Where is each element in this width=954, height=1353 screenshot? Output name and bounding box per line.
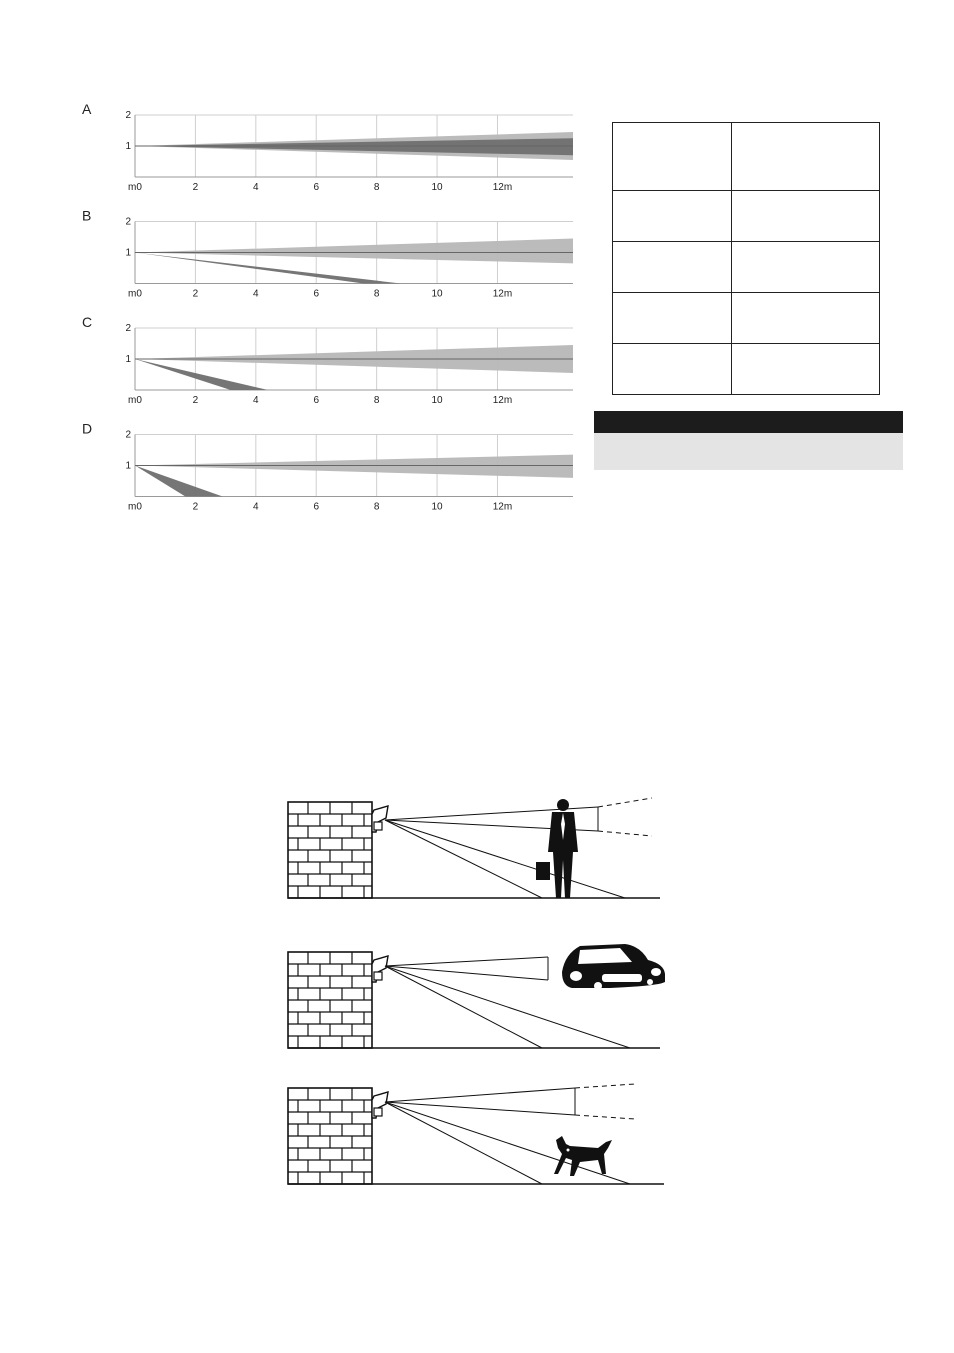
x-tick-label: 6 xyxy=(313,288,320,300)
x-tick-label: 10 xyxy=(431,501,443,513)
x-tick-label: 4 xyxy=(253,288,259,300)
x-tick-label: 8 xyxy=(373,501,380,513)
x-tick-label: 4 xyxy=(253,395,259,406)
scene-dog xyxy=(288,1084,664,1184)
range-chart-b xyxy=(82,208,573,300)
y-tick-label: 2 xyxy=(125,429,131,441)
x-tick-label: 8 xyxy=(373,182,380,193)
table-cell xyxy=(732,242,880,293)
dog-icon xyxy=(554,1136,612,1176)
x-tick-label: m0 xyxy=(128,182,142,193)
table-cell xyxy=(613,242,732,293)
x-tick-label: 10 xyxy=(431,182,443,193)
x-tick-label: 10 xyxy=(431,288,443,300)
y-tick-label: 1 xyxy=(125,141,131,152)
chart-title: D xyxy=(82,420,93,437)
x-tick-label: m0 xyxy=(128,395,142,406)
x-tick-label: 12m xyxy=(492,395,513,406)
y-tick-label: 2 xyxy=(125,110,131,121)
zone-floor-zone xyxy=(135,359,268,390)
x-tick-label: 12m xyxy=(492,182,513,193)
x-tick-label: m0 xyxy=(128,501,142,513)
settings-table xyxy=(612,122,880,395)
zone-floor-zone xyxy=(135,466,223,497)
table-cell xyxy=(732,123,880,191)
table-row xyxy=(613,344,880,395)
chart-title: B xyxy=(82,207,92,224)
note-header xyxy=(594,411,903,433)
x-tick-label: 10 xyxy=(431,395,443,406)
x-tick-label: 6 xyxy=(313,501,320,513)
table-cell xyxy=(732,344,880,395)
x-tick-label: 2 xyxy=(192,395,199,406)
zone-far-zone xyxy=(135,455,573,478)
range-chart-a xyxy=(82,101,573,193)
chart-title: A xyxy=(82,101,92,117)
x-tick-label: 4 xyxy=(253,182,259,193)
note-body xyxy=(594,433,903,470)
x-tick-label: m0 xyxy=(128,288,142,300)
x-tick-label: 8 xyxy=(373,288,380,300)
y-tick-label: 1 xyxy=(125,354,131,365)
person-icon xyxy=(536,799,578,898)
car-icon xyxy=(562,944,665,990)
y-tick-label: 2 xyxy=(125,323,131,334)
table-cell xyxy=(613,123,732,191)
table-cell xyxy=(613,191,732,242)
table-row xyxy=(613,191,880,242)
table-cell xyxy=(732,191,880,242)
scene-person xyxy=(288,798,660,898)
x-tick-label: 12m xyxy=(492,288,513,300)
table-cell xyxy=(613,293,732,344)
x-tick-label: 4 xyxy=(253,501,259,513)
table-row xyxy=(613,293,880,344)
scene-car xyxy=(288,944,665,1048)
table-row xyxy=(613,242,880,293)
table-cell xyxy=(613,344,732,395)
x-tick-label: 2 xyxy=(192,182,199,193)
mounting-scenes xyxy=(280,790,680,1200)
y-tick-label: 1 xyxy=(125,460,131,472)
zone-far-zone xyxy=(135,239,573,264)
table-cell xyxy=(732,293,880,344)
table-row xyxy=(613,123,880,191)
x-tick-label: 12m xyxy=(492,501,513,513)
x-tick-label: 8 xyxy=(373,395,380,406)
chart-title: C xyxy=(82,314,93,330)
x-tick-label: 2 xyxy=(192,288,199,300)
y-tick-label: 1 xyxy=(125,247,131,259)
x-tick-label: 2 xyxy=(192,501,199,513)
range-chart-d xyxy=(82,421,573,513)
x-tick-label: 6 xyxy=(313,395,320,406)
y-tick-label: 2 xyxy=(125,216,131,228)
x-tick-label: 6 xyxy=(313,182,320,193)
range-chart-c xyxy=(82,314,573,406)
